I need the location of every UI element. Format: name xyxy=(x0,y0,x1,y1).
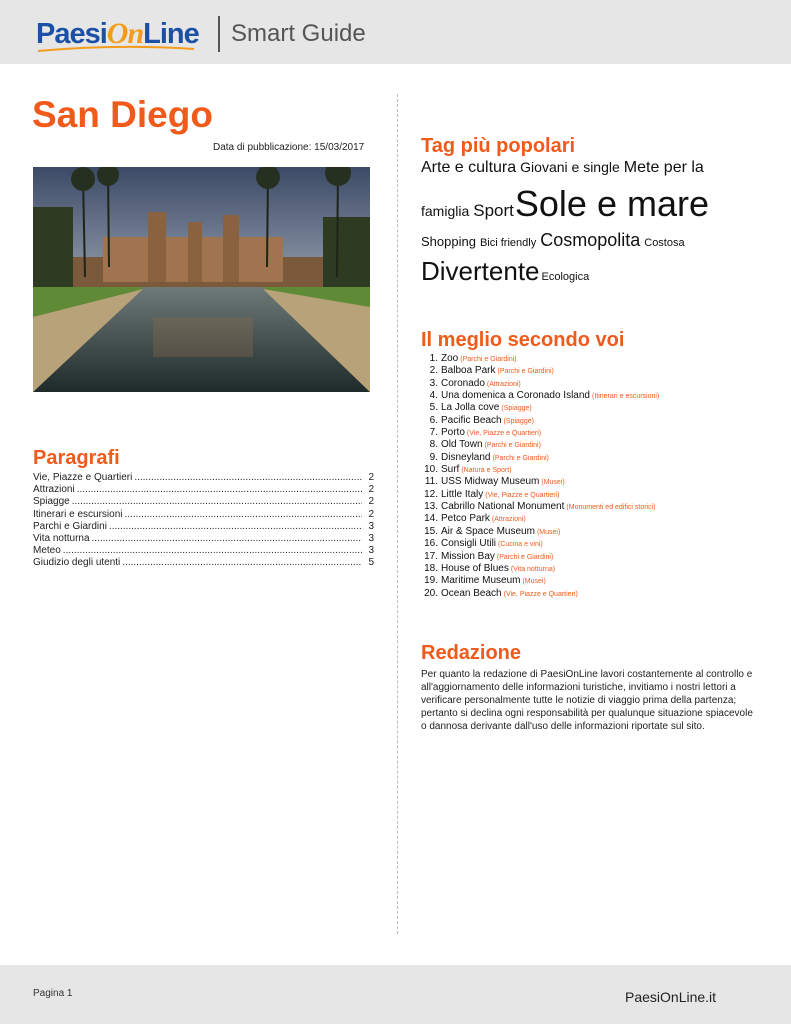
tag-line xyxy=(421,160,761,182)
item-category: (Natura e Sport) xyxy=(461,467,512,475)
item-name: House of Blues xyxy=(441,562,509,574)
list-item[interactable]: 15. Air & Space Museum (Musei) xyxy=(424,525,561,537)
item-name: Zoo xyxy=(441,353,459,364)
toc-row[interactable] xyxy=(33,496,374,508)
tag-line xyxy=(421,254,761,288)
toc-row[interactable] xyxy=(33,472,374,484)
item-category: (Spiagge) xyxy=(503,417,534,425)
toc-page: 2 xyxy=(368,484,374,496)
list-item[interactable]: 2. Balboa Park (Parchi e Giardini) xyxy=(429,365,554,377)
item-category: (Parchi e Giardini) xyxy=(496,553,554,561)
item-category: (Vie, Piazze e Quartieri) xyxy=(485,491,560,499)
list-item[interactable]: 6. Pacific Beach (Spiagge) xyxy=(429,414,534,426)
table-of-contents xyxy=(33,472,374,570)
list-item[interactable]: 18. House of Blues (Vita notturna) xyxy=(424,562,556,574)
list-item[interactable]: 10. Surf (Natura e Sport) xyxy=(424,464,512,476)
item-category: (Spiagge) xyxy=(501,405,532,413)
tag-line xyxy=(421,226,761,254)
tag[interactable]: Bici friendly xyxy=(479,237,537,249)
item-name: Petco Park xyxy=(441,513,490,525)
logo-swoosh-icon xyxy=(36,44,196,54)
item-category: (Vita notturna) xyxy=(510,565,556,573)
item-category: (Parchi e Giardini) xyxy=(484,442,541,450)
item-category: (Cucina e vini) xyxy=(498,541,543,549)
item-category: (Musei) xyxy=(536,528,561,536)
redazione-text: Per quanto la redazione di PaesiOnLine lavori costantemente al controllo e all'aggiornamento delle informazioni turistiche, invitiamo i nostri lettori a verificare personalmente tutte le notizie di viaggio prima della partenza; pertanto si declina ogni responsabilità per qualunque situazione spiacevole o dannosa derivante dall'uso delle informazioni riportate sul sito. xyxy=(421,669,753,732)
page-number: Pagina 1 xyxy=(33,988,73,999)
item-name: Pacific Beach xyxy=(441,414,502,426)
toc-heading: Paragrafi xyxy=(33,447,120,469)
item-name: Consigli Utili xyxy=(441,538,497,550)
ranking-heading: Il meglio secondo voi xyxy=(421,329,625,351)
item-name: Little Italy xyxy=(441,488,484,500)
list-item[interactable]: 8. Old Town (Parchi e Giardini) xyxy=(429,439,541,451)
item-category: (Parchi e Giardini) xyxy=(497,368,554,376)
tag[interactable]: Divertente xyxy=(421,256,540,286)
tag[interactable]: Mete per la xyxy=(623,159,704,176)
list-item[interactable]: 11. USS Midway Museum (Musei) xyxy=(424,476,565,488)
toc-page: 2 xyxy=(368,472,374,483)
tag[interactable]: Ecologica xyxy=(541,271,590,283)
tag[interactable]: Sport xyxy=(473,201,514,220)
tag[interactable]: famiglia xyxy=(421,203,470,219)
item-category: (Musei) xyxy=(541,479,565,487)
logo-text-line: Line xyxy=(143,18,199,50)
item-name: Balboa Park xyxy=(441,365,496,377)
list-item[interactable]: 13. Cabrillo National Monument (Monumenti ed edifici storici) xyxy=(424,501,656,513)
toc-row[interactable] xyxy=(33,521,374,533)
tag-cloud xyxy=(421,160,761,288)
toc-page: 3 xyxy=(368,545,374,557)
item-name: Ocean Beach xyxy=(441,587,502,599)
tags-heading: Tag più popolari xyxy=(421,135,576,157)
publication-date: Data di pubblicazione: 15/03/2017 xyxy=(213,142,365,153)
toc-page: 3 xyxy=(368,532,374,544)
san-diego-photo xyxy=(33,167,370,392)
toc-page: 5 xyxy=(368,557,374,569)
toc-entry: Meteo xyxy=(33,545,61,557)
toc-row[interactable] xyxy=(33,484,374,496)
item-name: USS Midway Museum xyxy=(441,476,540,488)
tag[interactable]: Costosa xyxy=(644,237,685,249)
toc-page: 2 xyxy=(368,496,374,508)
site-link[interactable]: PaesiOnLine.it xyxy=(625,989,717,1005)
list-item[interactable]: 1. Zoo (Parchi e Giardini) xyxy=(429,353,517,364)
tag-line xyxy=(421,182,761,226)
list-item[interactable]: 5. La Jolla cove (Spiagge) xyxy=(429,402,532,414)
product-label: Smart Guide xyxy=(231,20,366,47)
item-category: (Musei) xyxy=(522,578,546,586)
toc-entry: Parchi e Giardini xyxy=(33,520,107,532)
item-category: (Parchi e Giardini) xyxy=(492,454,549,462)
item-category: (Vie, Piazze e Quartieri) xyxy=(503,590,578,598)
tag[interactable]: Arte e cultura xyxy=(421,159,517,176)
item-name: Air & Space Museum xyxy=(441,525,535,537)
toc-page: 2 xyxy=(368,508,374,520)
list-item[interactable]: 12. Little Italy (Vie, Piazze e Quartieri) xyxy=(424,488,560,500)
tag[interactable]: Giovani e single xyxy=(520,159,620,175)
toc-entry: Itinerari e escursioni xyxy=(33,508,123,520)
item-name: Coronado xyxy=(441,377,485,389)
toc-row[interactable] xyxy=(33,509,374,521)
item-category: (Itinerari e escursioni) xyxy=(591,393,660,401)
list-item[interactable]: 4. Una domenica a Coronado Island (Itinerari e escursioni) xyxy=(429,390,660,402)
column-divider xyxy=(397,94,398,934)
toc-row[interactable] xyxy=(33,545,374,557)
toc-entry: Attrazioni xyxy=(33,484,75,496)
item-name: Mission Bay xyxy=(441,550,495,562)
toc-page: 3 xyxy=(368,520,374,532)
toc-entry: Giudizio degli utenti xyxy=(33,557,121,569)
tag[interactable]: Sole e mare xyxy=(514,183,709,224)
item-category: (Monumenti ed edifici storici) xyxy=(566,504,656,512)
toc-entry: Vita notturna xyxy=(33,532,90,544)
list-item[interactable]: 3. Coronado (Attrazioni) xyxy=(429,377,521,389)
item-name: Disneyland xyxy=(441,451,491,463)
toc-entry: Vie, Piazze e Quartieri xyxy=(33,472,133,483)
tag[interactable]: Cosmopolita xyxy=(540,230,641,250)
item-name: Old Town xyxy=(441,439,483,451)
tag[interactable]: Shopping xyxy=(421,234,476,249)
item-category: (Attrazioni) xyxy=(486,380,521,388)
page-title: San Diego xyxy=(32,94,213,135)
item-name: Maritime Museum xyxy=(441,575,521,587)
item-name: Porto xyxy=(441,427,465,439)
list-item[interactable]: 7. Porto (Vie, Piazze e Quartieri) xyxy=(429,427,542,439)
ranking-list xyxy=(421,353,781,600)
list-item[interactable]: 9. Disneyland (Parchi e Giardini) xyxy=(429,451,549,463)
item-category: (Parchi e Giardini) xyxy=(460,356,517,363)
item-name: Una domenica a Coronado Island xyxy=(441,390,590,402)
item-name: La Jolla cove xyxy=(441,402,500,414)
toc-row[interactable] xyxy=(33,533,374,545)
item-category: (Vie, Piazze e Quartieri) xyxy=(466,430,542,438)
toc-row[interactable] xyxy=(33,557,374,569)
logo-text-paesi: Paesi xyxy=(36,18,107,50)
list-item[interactable]: 16. Consigli Utili (Cucina e vini) xyxy=(424,538,543,550)
item-name: Surf xyxy=(441,464,460,476)
list-item[interactable]: 19. Maritime Museum (Musei) xyxy=(424,575,546,587)
list-item[interactable]: 17. Mission Bay (Parchi e Giardini) xyxy=(424,550,554,562)
header-divider xyxy=(218,16,220,52)
item-name: Cabrillo National Monument xyxy=(441,501,565,513)
logo-text-on: On xyxy=(106,17,144,50)
redazione-heading: Redazione xyxy=(421,642,522,664)
toc-entry: Spiagge xyxy=(33,496,70,508)
list-item[interactable]: 14. Petco Park (Attrazioni) xyxy=(424,513,526,525)
item-category: (Attrazioni) xyxy=(491,516,526,524)
list-item[interactable]: 20. Ocean Beach (Vie, Piazze e Quartieri) xyxy=(424,587,578,599)
